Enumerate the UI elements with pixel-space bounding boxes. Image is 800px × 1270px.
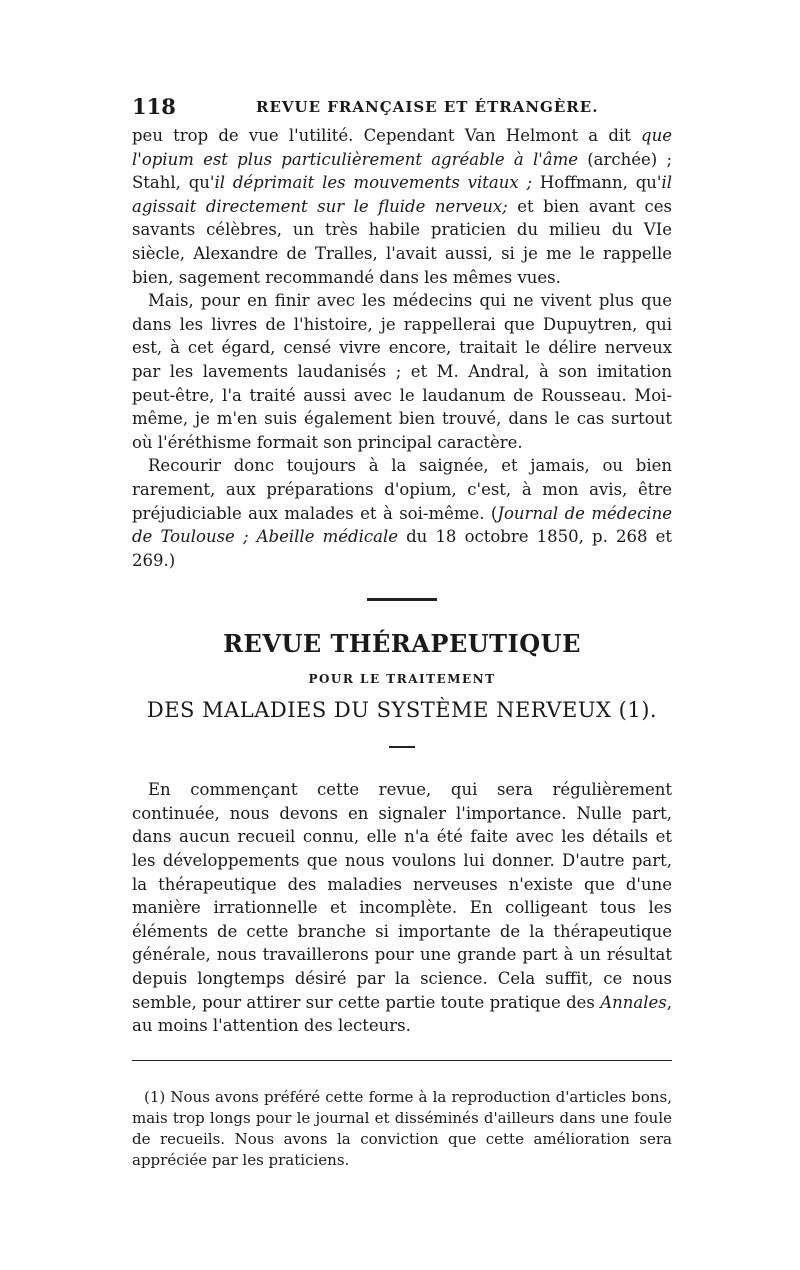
- paragraph-1: [132, 124, 672, 289]
- footnote-text: (1) Nous avons préféré cette forme à la reproduction d'articles bons, mais trop longs pour le journal et disséminés d'ailleurs dans une foule de recueils. Nous avons la conviction que cette amélioration sera appréciée par les praticiens.: [132, 1087, 672, 1169]
- italic-quote: que l'opium est plus particulièrement agréable à l'âme: [132, 126, 672, 169]
- paragraph-2: Mais, pour en finir avec les médecins qui ne vivent plus que dans les livres de l'histoire, je rappellerai que Dupuytren, qui est, à cet égard, censé vivre encore, traitait le délire nerveux par les lavements laudanisés ; et M. Andral, à son imitation peut-être, l'a traité aussi avec le laudanum de Rousseau. Moi-même, je m'en suis également bien trouvé, dans le cas surtout où l'éréthisme formait son principal caractère.: [132, 291, 672, 452]
- text-segment: et bien avant ces savants célèbres, un très habile praticien du milieu du VIe siècle, Alexandre de Tralles, l'avait aussi, si je me le rappelle bien, sagement recommandé dans les mêmes vues.: [132, 196, 672, 287]
- running-head: REVUE FRANÇAISE ET ÉTRANGÈRE.: [256, 98, 599, 116]
- footnote-rule: [132, 1060, 672, 1061]
- text-segment: Hoffmann, qu': [532, 173, 662, 193]
- section-title: REVUE THÉRAPEUTIQUE: [223, 629, 581, 659]
- text-segment: Recourir donc toujours à la saignée, et jamais, ou bien rarement, aux préparations d'opium, c'est, à mon avis, être préjudiciable aux malades et à soi-même. (: [132, 456, 672, 523]
- section-title-2: DES MALADIES DU SYSTÈME NERVEUX (1).: [146, 698, 658, 723]
- text-segment: du 18 octobre 1850, p. 268 et 269.): [132, 527, 672, 570]
- title-divider: [389, 746, 415, 748]
- footnote: [132, 1087, 672, 1171]
- section-divider: [367, 598, 437, 601]
- section-subtitle: POUR LE TRAITEMENT: [308, 672, 496, 687]
- section-body: [132, 778, 672, 1038]
- italic-word: Annales: [600, 992, 667, 1012]
- page: [132, 94, 672, 1171]
- page-header: [132, 94, 672, 124]
- article-body: [132, 124, 672, 572]
- italic-quote: il déprimait les mouvements vitaux ;: [214, 173, 533, 193]
- text-segment: (archée) ; Stahl, qu': [132, 149, 673, 193]
- italic-quote: il agissait directement sur le fluide nerveux;: [132, 173, 673, 216]
- paragraph-3: [132, 454, 672, 572]
- text-segment: En commençant cette revue, qui sera régulièrement continuée, nous devons en signaler l'importance. Nulle part, dans aucun recueil connu, elle n'a été faite avec les détails et les développements que nous voulons lui donner. D'autre part, la thérapeutique des maladies nerveuses n'existe que d'une manière irrationnelle et incomplète. En colligeant tous les éléments de cette branche si importante de la thérapeutique générale, nous travaillerons pour une grande part à un résultat depuis longtemps désiré par la science. Cela suffit, ce nous semble, pour attirer sur cette partie toute pratique des: [132, 780, 672, 1012]
- citation-title: Journal de médecine de Toulouse ; Abeille médicale: [132, 503, 672, 547]
- text-segment: , au moins l'attention des lecteurs.: [132, 992, 672, 1036]
- page-number: 118: [132, 94, 176, 119]
- section-paragraph: [132, 778, 672, 1038]
- text-segment: peu trop de vue l'utilité. Cependant Van Helmont a dit: [132, 126, 642, 145]
